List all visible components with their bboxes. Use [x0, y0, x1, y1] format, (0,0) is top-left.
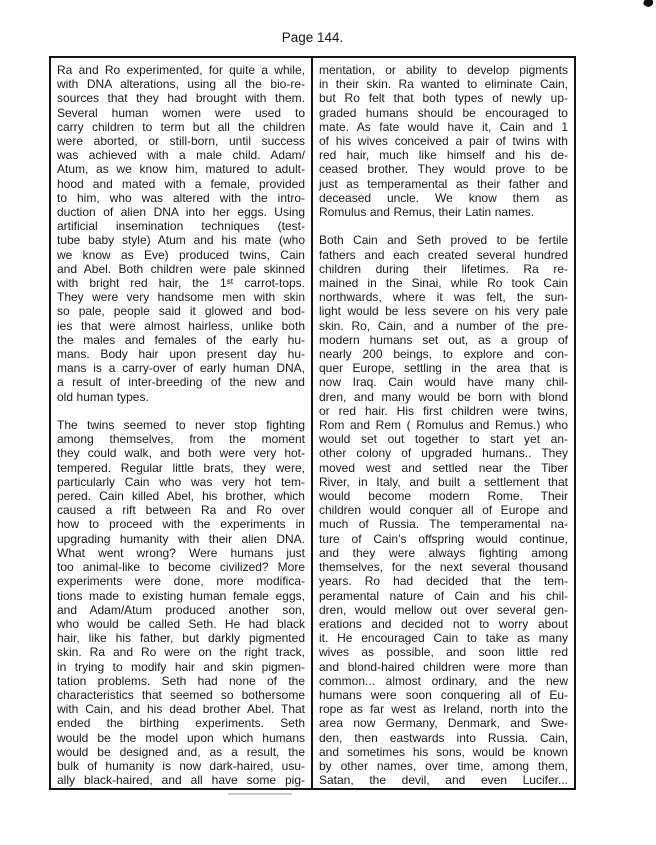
text-line: so pale, people said it glowed and bod-: [57, 304, 305, 319]
text-line: but Ro felt that both types of newly up-: [319, 91, 568, 106]
text-line: The twins seemed to never stop fighting: [57, 418, 305, 433]
paragraph: [57, 63, 305, 404]
text-line: modern humans set out, as a group of: [319, 332, 568, 347]
page-number-heading: Page 144.: [281, 30, 344, 45]
text-line: now Iraq. Cain would have many chil-: [319, 375, 568, 390]
text-line: River, in Italy, and built a settlement that: [319, 474, 568, 489]
text-line: mained in the Sinai, while Ro took Cain: [319, 276, 568, 291]
text-line: erations and decided not to worry about: [319, 616, 568, 631]
text-line: tation problems. Seth had none of the: [57, 673, 305, 688]
text-line: skin. Ra and Ro were on the right track,: [57, 645, 305, 660]
text-line: Ra and Ro experimented, for quite a while,: [57, 63, 305, 77]
text-line: bulk of humanity is now dark-haired, usu-: [57, 758, 305, 773]
text-line: Several human women were used to: [57, 105, 305, 120]
text-line: mans. Body hair upon present day hu-: [57, 347, 305, 362]
text-line: duction of alien DNA into her eggs. Using: [57, 205, 305, 220]
text-line: dren, and many would be born with blond: [319, 389, 568, 404]
text-line: peramental nature of Cain and his chil-: [319, 588, 568, 603]
text-line: caused a rift between Ra and Ro over: [57, 503, 305, 518]
text-line: quer Europe, settling in the area that is: [319, 361, 568, 376]
text-line: Rom and Rem ( Romulus and Remus.) who: [319, 418, 568, 433]
text-line: Romulus and Remus, their Latin names.: [319, 205, 535, 220]
text-line: they could walk, and both were very hot-: [57, 446, 305, 461]
text-line: was achieved with a male child. Adam/: [57, 148, 305, 163]
left-column: [51, 58, 313, 788]
text-line: mate. As fate would have it, Cain and 1: [319, 119, 568, 134]
text-line: tions made to existing human female eggs,: [57, 588, 305, 603]
text-line: ceased brother. They would prove to be: [319, 162, 568, 177]
text-line: or red hair. His first children were twins,: [319, 403, 568, 418]
text-line: would be the model upon which humans: [57, 730, 305, 745]
text-line: years. Ro had decided that the tem-: [319, 574, 568, 589]
text-line: by other names, over time, among them,: [319, 758, 568, 773]
text-line: themselves, for the next several thousand: [319, 560, 568, 575]
text-line: mans is a carry-over of early human DNA,: [57, 361, 305, 376]
text-line: common... almost ordinary, and the new: [319, 673, 568, 688]
text-line: sources that they had brought with them.: [57, 91, 305, 106]
text-line: graded humans should be encouraged to: [319, 105, 568, 120]
text-line: Atum, as we know him, matured to adult-: [57, 162, 305, 177]
text-line: in their skin. Ra wanted to eliminate Cain,: [319, 77, 568, 92]
text-line: the males and females of the early hu-: [57, 332, 305, 347]
text-line: light would be less severe on his very pale: [319, 304, 568, 319]
text-line: wives as possible, and soon little red: [319, 645, 568, 660]
text-line: with Cain, and his dead brother Abel. That: [57, 702, 305, 717]
text-line: other colony of upgraded humans.. They: [319, 446, 568, 461]
text-line: dren, would mellow out over several gen-: [319, 602, 568, 617]
paragraph: [319, 233, 568, 787]
text-line: would become modern Rome. Their: [319, 489, 568, 504]
text-line: deceased uncle. We know them as: [319, 190, 568, 205]
right-column: [313, 58, 574, 788]
text-line: hair, like his father, but darkly pigmented: [57, 631, 305, 646]
text-line: with DNA alterations, using all the bio-re-: [57, 77, 305, 92]
text-line: and sometimes his sons, would be known: [319, 744, 568, 759]
text-line: red hair, much like himself and his de-: [319, 148, 568, 163]
text-line: and Adam/Atum produced another son,: [57, 602, 305, 617]
text-line: a result of inter-breeding of the new and: [57, 375, 305, 390]
paragraph: [57, 418, 305, 787]
text-line: in trying to modify hair and skin pigmen-: [57, 659, 305, 674]
text-line: among themselves, from the moment: [57, 432, 305, 447]
text-line: den, then eastwards into Russia. Cain,: [319, 730, 568, 745]
text-line: mentation, or ability to develop pigments: [319, 63, 568, 77]
text-line: What went wrong? Were humans just: [57, 545, 305, 560]
text-line: experiments were done, more modifica-: [57, 574, 305, 589]
text-line: artificial insemination techniques (test-: [57, 219, 305, 234]
text-line: to him, who was altered with the intro-: [57, 190, 305, 205]
text-line: of his wives conceived a pair of twins with: [319, 134, 568, 149]
scan-speck-artifact: [642, 0, 654, 9]
text-line: northwards, where it was felt, the sun-: [319, 290, 568, 305]
text-line: would set out together to start yet an-: [319, 432, 568, 447]
text-line: ended the birthing experiments. Seth: [57, 716, 305, 731]
text-line: ies that were almost hairless, unlike both: [57, 318, 305, 333]
text-line: humans were soon conquering all of Eu-: [319, 687, 568, 702]
text-line: pered. Cain killed Abel, his brother, which: [57, 489, 305, 504]
text-line: and they were always fighting among: [319, 545, 568, 560]
text-line: it. He encouraged Cain to take as many: [319, 631, 568, 646]
scan-smudge-artifact: [228, 793, 292, 795]
text-line: upgrading humanity with their alien DNA.: [57, 531, 305, 546]
text-line: too animal-like to become civilized? More: [57, 560, 305, 575]
text-line: skin. Ro, Cain, and a number of the pre-: [319, 318, 568, 333]
text-line: ally black-haired, and all have some pig-: [57, 773, 305, 788]
text-line: we know as Eve) produced twins, Cain: [57, 247, 305, 262]
text-line: carry children to term but all the children: [57, 119, 305, 134]
text-line: ture of Cain’s offspring would continue,: [319, 531, 568, 546]
paragraph: [319, 63, 568, 219]
text-line: tempered. Regular little brats, they were,: [57, 460, 305, 475]
text-line: were aborted, or still-born, until success: [57, 134, 305, 149]
text-line: how to proceed with the experiments in: [57, 517, 305, 532]
text-line: moved west and settled near the Tiber: [319, 460, 568, 475]
page-frame: [49, 56, 576, 790]
text-line: just as temperamental as their father and: [319, 176, 568, 191]
text-line: They were very handsome men with skin: [57, 290, 305, 305]
text-line: Both Cain and Seth proved to be fertile: [319, 233, 568, 248]
text-line: and Abel. Both children were pale skinned: [57, 261, 305, 276]
text-line: Satan, the devil, and even Lucifer...: [319, 773, 568, 788]
text-line: area now Germany, Denmark, and Swe-: [319, 716, 568, 731]
text-line: children would conquer all of Europe and: [319, 503, 568, 518]
text-line: characteristics that seemed so bothersome: [57, 687, 305, 702]
text-line: much of Russia. The temperamental na-: [319, 517, 568, 532]
text-line: would be designed and, as a result, the: [57, 744, 305, 759]
text-line: tube baby style) Atum and his mate (who: [57, 233, 305, 248]
text-line: hood and mated with a female, provided: [57, 176, 305, 191]
text-line: fathers and each created several hundred: [319, 247, 568, 262]
text-line: old human types.: [57, 389, 149, 404]
text-line: nearly 200 beings, to explore and con-: [319, 347, 568, 362]
text-line: who would be called Seth. He had black: [57, 616, 305, 631]
text-line: with bright red hair, the 1ˢᵗ carrot-tops.: [57, 276, 305, 291]
text-line: rope as far west as Ireland, north into the: [319, 702, 568, 717]
text-line: particularly Cain who was very hot tem-: [57, 474, 305, 489]
text-line: and blond-haired children were more than: [319, 659, 568, 674]
text-line: children during their lifetimes. Ra re-: [319, 261, 568, 276]
